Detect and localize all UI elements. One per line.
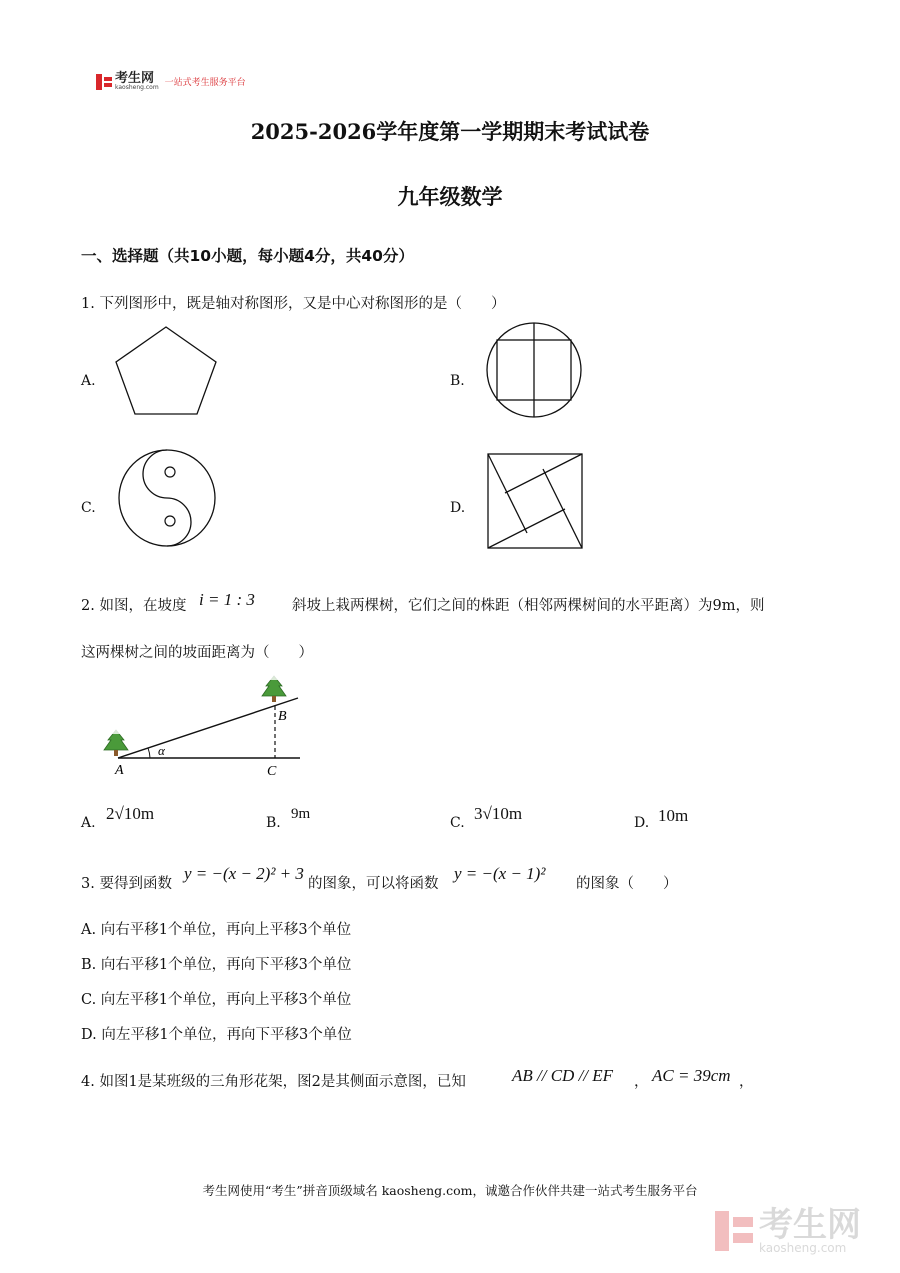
tree-icon-left <box>104 728 128 756</box>
q2-stem-part1: 2. 如图，在坡度 <box>81 598 187 614</box>
q3-option-d: D. 向左平移1个单位，再向下平移3个单位 <box>81 1027 352 1043</box>
watermark-logo <box>715 1205 861 1255</box>
q4-condition-parallel: AB // CD // EF <box>512 1066 614 1085</box>
q3-function-1: y = −(x − 2)² + 3 <box>184 864 304 883</box>
watermark-domain: kaosheng.com <box>759 1241 847 1255</box>
label-alpha: α <box>158 743 165 758</box>
logo-slogan: 一站式考生服务平台 <box>164 78 246 88</box>
q1-figure-circle-rect <box>484 320 584 420</box>
q2-option-c-label: C. <box>450 815 465 831</box>
exam-title: 2025-2026学年度第一学期期末考试试卷 <box>250 119 650 144</box>
q3-stem-part3: 的图象（ ） <box>576 876 678 892</box>
q3-stem-part2: 的图象，可以将函数 <box>308 876 439 892</box>
q1-option-b-label: B. <box>450 373 465 389</box>
q1-option-a-label: A. <box>81 373 96 389</box>
q1-figure-pentagon <box>113 324 219 418</box>
q1-option-c-label: C. <box>81 500 96 516</box>
q2-option-b-label: B. <box>266 815 281 831</box>
logo-domain: kaosheng.com <box>115 84 159 91</box>
q1-option-d-label: D. <box>450 500 466 516</box>
q4-end: ， <box>739 1074 754 1090</box>
q2-option-a-label: A. <box>81 815 96 831</box>
q3-option-a: A. 向右平移1个单位，再向上平移3个单位 <box>81 922 352 938</box>
header-logo <box>96 72 246 91</box>
q1-figure-taiji <box>116 447 218 549</box>
q3-option-c: C. 向左平移1个单位，再向上平移3个单位 <box>81 992 352 1008</box>
q3-stem-part1: 3. 要得到函数 <box>81 876 172 892</box>
logo-icon <box>96 74 112 90</box>
exam-subtitle: 九年级数学 <box>397 184 503 209</box>
q2-option-d-value: 10m <box>658 806 689 825</box>
watermark-text: 考生网 <box>759 1205 861 1245</box>
q3-function-2: y = −(x − 1)² <box>454 864 546 883</box>
q4-stem: 4. 如图1是某班级的三角形花架，图2是其侧面示意图，已知 <box>81 1074 466 1090</box>
q4-condition-length: AC = 39cm <box>652 1066 731 1085</box>
tree-icon-right <box>262 674 286 702</box>
label-C: C <box>267 764 277 779</box>
q2-option-a-value: 2√10m <box>106 804 155 823</box>
q2-option-d-label: D. <box>634 815 650 831</box>
q2-stem-part2: 斜坡上栽两棵树，它们之间的株距（相邻两棵树间的水平距离）为9m，则 <box>292 598 765 614</box>
q2-slope: i = 1 : 3 <box>199 590 255 609</box>
logo-text: 考生网 <box>115 71 155 86</box>
q2-option-b-value: 9m <box>291 806 311 822</box>
q1-figure-square-pinwheel <box>485 451 585 551</box>
label-A: A <box>115 763 124 778</box>
q4-separator: ， <box>634 1074 649 1090</box>
q2-stem-part3: 这两棵树之间的坡面距离为（ ） <box>81 645 313 661</box>
q2-slope-figure <box>100 674 315 784</box>
label-B: B <box>278 709 287 724</box>
footer-notice: 考生网使用“考生”拼音顶级域名 kaosheng.com，诚邀合作伙伴共建一站式考生服务平台 <box>202 1183 698 1198</box>
q2-option-c-value: 3√10m <box>474 804 523 823</box>
q1-stem: 1. 下列图形中，既是轴对称图形，又是中心对称图形的是（ ） <box>81 296 506 312</box>
watermark-icon <box>715 1211 753 1251</box>
section-heading: 一、选择题（共10小题，每小题4分，共40分） <box>81 247 414 265</box>
q3-option-b: B. 向右平移1个单位，再向下平移3个单位 <box>81 957 352 973</box>
